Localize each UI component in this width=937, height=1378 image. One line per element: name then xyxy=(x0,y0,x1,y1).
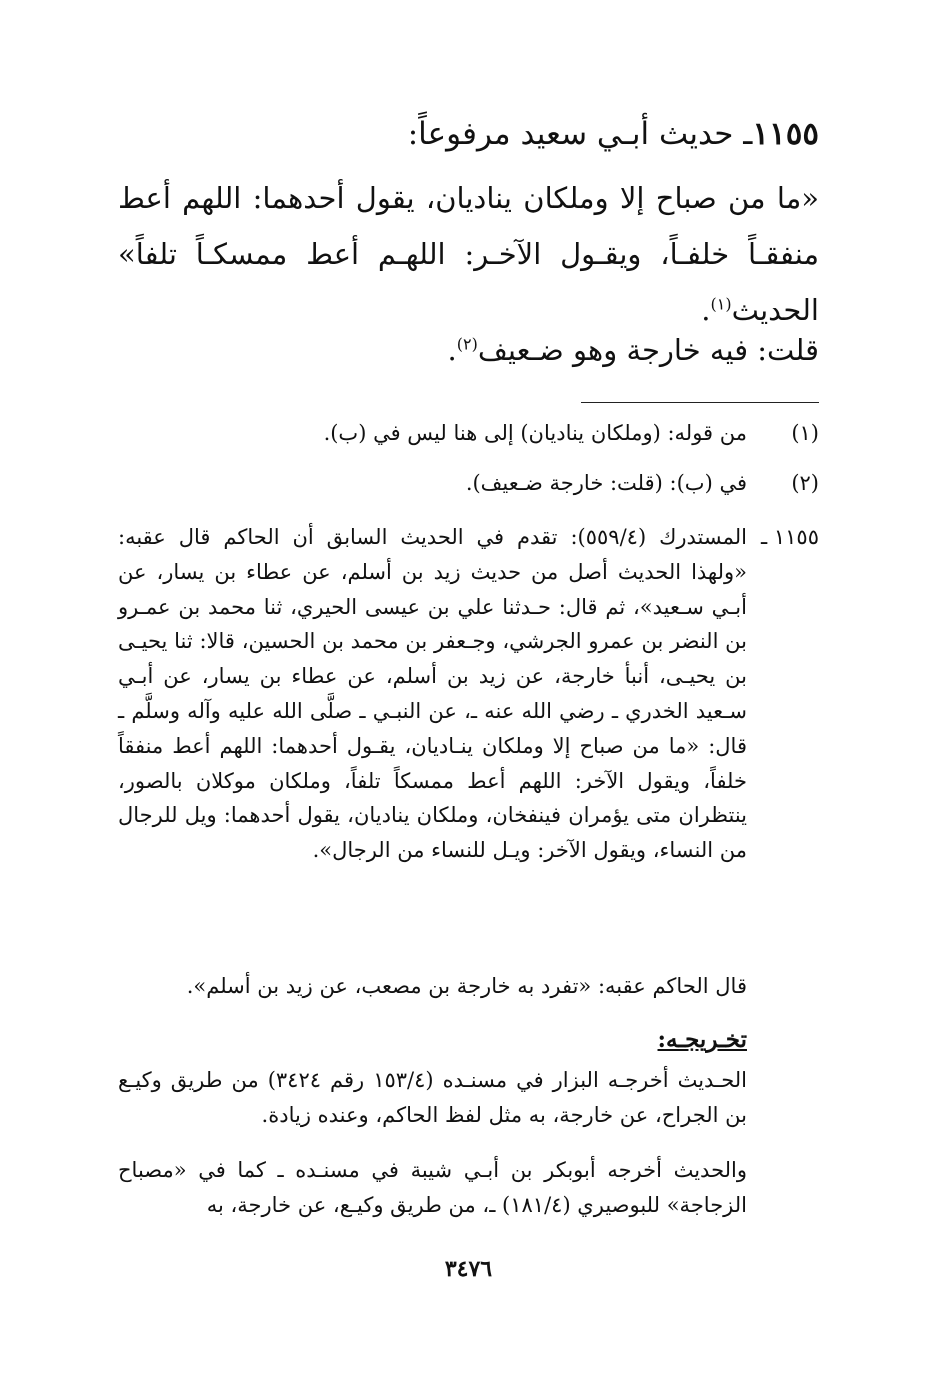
page-number: ٣٤٧٦ xyxy=(444,1256,493,1282)
hadith-number: ١١٥٥ xyxy=(752,116,819,152)
takhrij-paragraph-1: الحـديث أخرجـه البزار في مسنـده (١٥٣/٤ رقم ٣٤٢٤) من طريق وكيـع بن الجراح، عن خارجة، به مثل لفظ الحاكم، وعنده زيادة. xyxy=(118,1068,748,1127)
commentary-body xyxy=(118,520,747,868)
commentary-block xyxy=(118,520,819,868)
hadith-text xyxy=(118,170,819,338)
author-note-end: . xyxy=(447,333,457,367)
hakim-note: قال الحاكم عقبه: «تفرد به خارجة بن مصعب، عن زيد بن أسلم». xyxy=(186,974,747,998)
commentary-number: ١١٥٥ ـ xyxy=(761,525,819,549)
footnote-separator xyxy=(581,402,819,403)
takhrij-heading: تخـريجـه: xyxy=(657,1026,747,1053)
footnote-text: في (ب): (قلت: خارجة ضـعيف). xyxy=(465,471,747,495)
hadith-heading xyxy=(118,114,819,154)
footnote-2 xyxy=(118,468,819,498)
commentary-paragraph: المستدرك (٥٥٩/٤): تقدم في الحديث السابق أن الحاكم قال عقبه: «ولهذا الحديث أصل من حديث زيد بن أسلم، عن عطاء بن يسار، عن أبـي سـعيد»، ثم قال: حـدثنا علي بن عيسى الحيري، ثنا محمد بن عمـرو بن النضر بن عمرو الجرشي، وجـعفر بن محمد بن الحسين، قالا: ثنا يحيـى بن يحيـى، أنبأ خارجة، عن زيد بن أسلم، عن عطاء بن يسار، عن أبـي سـعيد الخدري ـ رضي الله عنه ـ، عن النبـي ـ صلَّى الله عليه وآله وسلَّم ـ قال: «ما من صباح إلا وملكان ينـاديان، يقـول أحدهما: اللهم أعط منفقاً خلفاً، ويقول الآخر: اللهم أعط ممسكاً تلفاً، وملكان موكلان بالصور، ينتظران متى يؤمران فينفخان، وملكان ينادیان، يقول أحدهما: ويل للرجال من النساء، ويقول الآخر: ويـل للنساء من الرجال». xyxy=(118,525,747,863)
footnote-number: (١) xyxy=(791,421,819,445)
hadith-body: «ما من صباح إلا وملكان ينادیان، يقول أحدهما: اللهم أعط منفقـاً خلفـاً، ويقـول الآخـر: اللهـم أعط ممسكـاً تلفاً» الحديث xyxy=(118,181,819,327)
hadith-end: . xyxy=(701,293,711,327)
takhrij-paragraph-2: والحديث أخرجه أبوبكر بن أبـي شيبة في مسنـده ـ كما في «مصباح الزجاجة» للبوصيري (١٨١/٤) ـ، من طريق وكيـع، عن خارجة، به xyxy=(118,1158,747,1217)
footnote-text: من قوله: (وملكان ينادیان) إلى هنا ليس في (ب). xyxy=(323,421,747,445)
author-note-text: قلت: فيه خارجة وهو ضـعيف xyxy=(477,333,819,367)
footnote-number: (٢) xyxy=(791,471,819,495)
hadith-title: ـ حديث أبـي سعيد مرفوعاً: xyxy=(407,116,753,152)
footnote-ref-1: (١) xyxy=(710,294,732,314)
footnote-ref-2: (٢) xyxy=(456,334,478,354)
author-note xyxy=(118,330,819,370)
footnote-1 xyxy=(118,418,819,448)
